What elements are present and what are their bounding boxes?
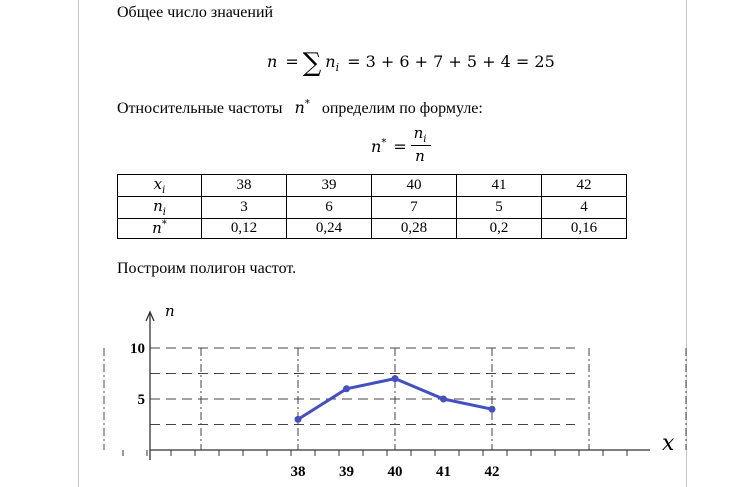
table-cell: 42 [542,175,627,197]
frequency-table [117,174,627,239]
table-row-header: $n_i$ [118,197,202,219]
table-cell: 3 [202,197,287,219]
data-point [343,385,350,392]
formula-relative-lhs: n* = [371,137,407,156]
table-cell: 38 [202,175,287,197]
formula-total-rhs: = 3 + 6 + 7 + 5 + 4 = 25 [347,52,555,71]
formula-total-term-sub: i [335,61,340,75]
y-axis-label: n [165,302,175,320]
total-heading: Общее число значений [117,4,274,21]
inline-n-star: n* [294,98,310,117]
x-tick-label: 40 [387,464,403,480]
fraction-bar [411,145,431,146]
data-point [392,375,399,382]
x-axis-label: x [662,431,675,456]
formula-total-term: n [325,52,336,71]
table-cell: 0,28 [372,219,457,239]
formula-total [267,44,555,78]
table-cell: 5 [457,197,542,219]
table-cell: 7 [372,197,457,219]
fraction-denominator: n [415,147,425,165]
relative-heading-after: определим по формуле: [321,100,483,117]
data-point [440,396,447,403]
x-tick-label: 41 [436,464,451,480]
formula-total-lhs: n [267,52,278,71]
polygon-heading: Построим полигон частот. [117,260,297,277]
table-row [118,175,627,197]
frequency-polygon-chart [0,290,745,487]
relative-heading-before: Относительные частоты [117,100,283,117]
table-row [118,197,627,219]
table-cell: 4 [542,197,627,219]
x-tick-label: 38 [290,464,306,480]
table-cell: 39 [287,175,372,197]
table-cell: 0,2 [457,219,542,239]
table-cell: 0,16 [542,219,627,239]
y-tick-label: 10 [130,341,145,357]
table-cell: 41 [457,175,542,197]
fraction-numerator: $n_i$ [413,124,427,145]
table-row-header: $x_i$ [118,175,202,197]
data-point [489,406,496,413]
table-cell: 0,24 [287,219,372,239]
table-cell: 6 [287,197,372,219]
y-tick-label: 5 [137,392,145,408]
formula-total-equals: = [285,52,299,71]
data-point [295,416,302,423]
table-row-header: n* [118,219,202,239]
x-tick-label: 42 [484,464,500,480]
relative-heading [117,98,483,118]
formula-total-sum-sign: ∑ [302,48,322,78]
table-cell: 40 [372,175,457,197]
x-tick-label: 39 [339,464,354,480]
table-row [118,219,627,239]
table-cell: 0,12 [202,219,287,239]
